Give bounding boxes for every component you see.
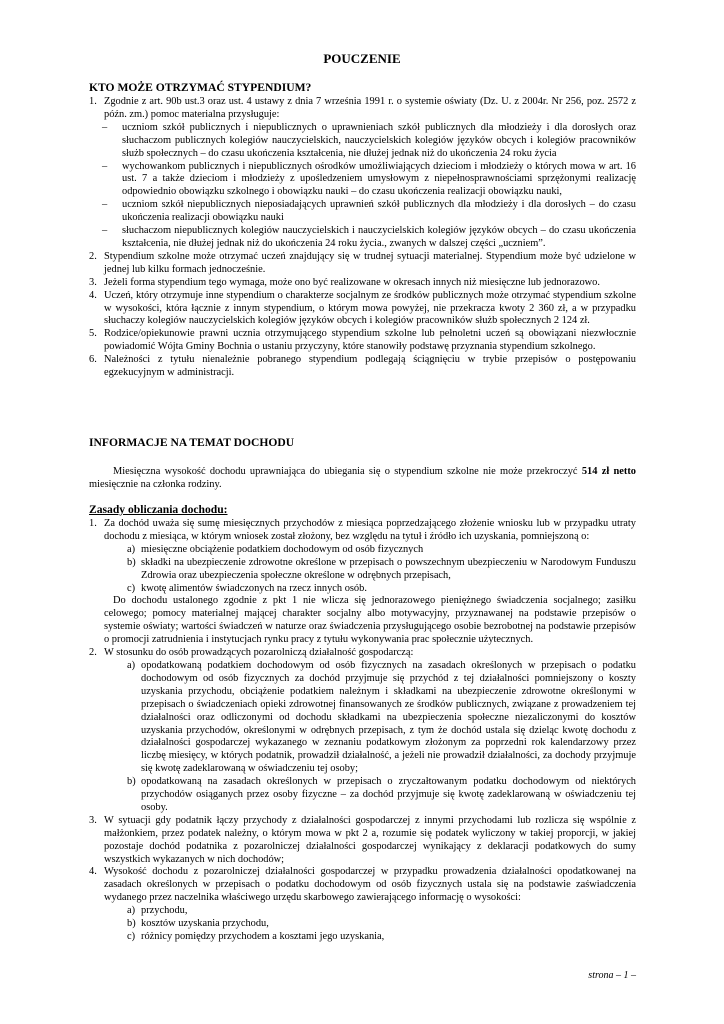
item-number: 4. [89, 866, 97, 878]
sub-item [89, 918, 636, 931]
sub-marker: c) [127, 582, 136, 594]
list-item [89, 290, 636, 329]
income-limit-paragraph [89, 466, 636, 492]
sub-text: przychodu, [141, 905, 188, 917]
item-text: Uczeń, który otrzymuje inne stypendium o charakterze socjalnym ze środków publicznych może otrzymać stypendium szkolne w wysokości, która łącznie z innym stypendium, o którym mowa powyżej, nie przekracza kwoty 2 360 zł, a w przypadku słuchaczy kolegiów nauczycielskich kolegiów języków obcych i kolegiów pracowników służb społecznych 2 124 zł. [104, 289, 636, 327]
sub-text: opodatkowaną podatkiem dochodowym od osób fizycznych na zasadach określonych w przepisach o podatku dochodowym od osób fizycznych za dochód przyjmuje się przychód z tej działalności pomniejszony o koszty uzyskania przychodu, obciążenie podatkiem należnym i składkami na ubezpieczenie zdrowotne określonymi w przepisach o świadczeniach opieki zdrowotnej finansowanych ze środków publicznych, związane z prowadzeniem tej działalności oraz odliczonymi od dochodu składkami na ubezpieczenia społeczne niezaliczonymi do kosztów uzyskania przychodów, określonymi w odrębnych przepisach, z tym że dochód ustala się dzieląc kwotę dochodu z działalności gospodarczej wykazanego w zeznaniu podatkowym złożonym za poprzedni rok kalendarzowy przez liczbę miesięcy, w których podatnik, prowadził działalność, a jeżeli nie prowadził działalności, za dochody przyjmuje się kwotę zadeklarowaną w oświadczeniu tej osoby; [141, 659, 636, 775]
sub-text: różnicy pomiędzy przychodem a kosztami jego uzyskania, [141, 931, 385, 942]
section-heading-income-info: INFORMACJE NA TEMAT DOCHODU [89, 436, 295, 449]
item-text: Zgodnie z art. 90b ust.3 oraz ust. 4 ustawy z dnia 7 września 1991 r. o systemie oświaty (Dz. U. z 2004r. Nr 256, poz. 2572 z późn. zm.) pomoc materialna przysługuje: [104, 96, 636, 120]
income-limit-value: 514 zł netto [581, 466, 636, 477]
section-calc-list [89, 518, 636, 944]
list-item [89, 251, 636, 277]
income-text: miesięcznie na członka rodziny. [89, 478, 222, 490]
item-number: 2. [89, 647, 97, 659]
page-number-footer: strona – 1 – [588, 970, 636, 981]
dash-marker: – [102, 225, 108, 237]
sub-text: kwotę alimentów świadczonych na rzecz innych osób. [141, 582, 367, 594]
dash-item [89, 199, 636, 225]
item-text: W stosunku do osób prowadzących pozarolniczą działalność gospodarczą: [104, 647, 414, 659]
dash-marker: – [102, 160, 108, 172]
list-item [89, 96, 636, 122]
list-item [89, 277, 636, 290]
item-text: Stypendium szkolne może otrzymać uczeń znajdujący się w trudnej sytuacji materialnej. Stypendium może być udzielone w jednej lub kilku formach jednocześnie. [104, 250, 636, 275]
dash-item [89, 122, 636, 161]
sub-marker: b) [127, 556, 136, 568]
dash-marker: – [102, 121, 108, 133]
section-heading-who: KTO MOŻE OTRZYMAĆ STYPENDIUM? [89, 81, 312, 94]
list-item [89, 328, 636, 354]
item-number: 5. [89, 328, 97, 340]
dash-marker: – [102, 199, 108, 211]
income-text: Miesięczna wysokość dochodu uprawniająca do ubiegania się o stypendium szkolne nie może przekroczyć [113, 466, 582, 477]
item-text: Rodzice/opiekunowie prawni ucznia otrzymującego stypendium szkolne lub pełnoletni uczeń są obowiązani niezwłocznie powiadomić Wójta Gminy Bochnia o ustaniu przyczyny, które stanowiły podstawę przyznania stypendium szkolnego. [104, 328, 636, 353]
sub-item [89, 583, 636, 596]
item-number: 2. [89, 250, 97, 262]
sub-marker: b) [127, 776, 136, 788]
sub-text: opodatkowaną na zasadach określonych w przepisach o zryczałtowanym podatku dochodowym od niektórych przychodów osiąganych przez osoby fizyczne – za dochód przyjmuje się kwotę zadeklarowaną w oświadczeniu tej osoby. [141, 776, 636, 813]
list-item [89, 647, 636, 660]
item-number: 3. [89, 814, 97, 826]
sub-item [89, 905, 636, 918]
item-number: 4. [89, 289, 97, 301]
sub-item [89, 557, 636, 583]
item-text: Jeżeli forma stypendium tego wymaga, może ono być realizowane w okresach innych niż miesięczne lub jednorazowo. [104, 276, 600, 288]
list-item [89, 518, 636, 544]
sub-text: składki na ubezpieczenie zdrowotne określone w przepisach o powszechnym ubezpieczeniu w Narodowym Funduszu Zdrowia oraz ubezpieczenia społeczne określone w odrębnych przepisach, [141, 556, 636, 581]
item-number: 3. [89, 276, 97, 288]
item-text: Wysokość dochodu z pozarolniczej działalności gospodarczej w przypadku prowadzenia działalności opodatkowanej na zasadach określonych w przepisach o podatku dochodowym od osób fizycznych ustala się na podstawie zaświadczenia wydanego przez naczelnika właściwego urzędu skarbowego zawierającego informację o wysokości: [104, 866, 636, 904]
list-item [89, 866, 636, 905]
section-who-list [89, 96, 636, 380]
dash-text: uczniom szkół niepublicznych nieposiadających uprawnień szkół publicznych dla młodzieży i dla dorosłych – do czasu ukończenia realizacji obowiązku nauki [122, 199, 636, 224]
sub-marker: a) [127, 905, 136, 917]
dash-text: uczniom szkół publicznych i niepublicznych o uprawnieniach szkół publicznych dla młodzieży i dla dorosłych oraz słuchaczom publicznych kolegiów nauczycielskich, nauczycielskich kolegiów języków obcych i kolegiów pracowników służb społecznych – do czasu ukończenia kształcenia, nie dłużej jednak niż do ukończenia 24 roku życia [122, 121, 636, 159]
dash-text: wychowankom publicznych i niepublicznych ośrodków umożliwiających dzieciom i młodzieży o których mowa w art. 16 ust. 7 a także dzieciom i młodzieży z upośledzeniem umysłowym z niepełnosprawnościami sprzężonymi realizację odpowiednio obowiązku szkolnego i obowiązku nauki – do czasu ukończenia realizacji obowiązku nauki, [122, 160, 636, 198]
item-text: Należności z tytułu nienależnie pobranego stypendium podlegają ściągnięciu w trybie przepisów o postępowaniu egzekucyjnym w administracji. [104, 354, 636, 379]
dash-item [89, 225, 636, 251]
item-number: 1. [89, 518, 97, 529]
list-item [89, 815, 636, 867]
sub-marker: c) [127, 931, 136, 942]
page-title: POUCZENIE [323, 51, 401, 66]
exclusions-paragraph: Do dochodu ustalonego zgodnie z pkt 1 nie wlicza się jednorazowego pieniężnego świadczenia socjalnego; zasiłku celowego; pomocy materialnej mającej charakter socjalny albo motywacyjny, przyznawanej na podstawie przepisów o systemie oświaty; wartości świadczeń w naturze oraz świadczenia przysługującego osobie bezrobotnej na podstawie przepisów o promocji zatrudnienia i instytucjach rynku pracy z tytułu wykonywania prac społecznie użytecznych. [104, 595, 636, 646]
dash-item [89, 161, 636, 200]
sub-item [89, 931, 636, 944]
sub-item [89, 660, 636, 776]
section-heading-calc-rules: Zasady obliczania dochodu: [89, 503, 228, 516]
sub-text: miesięczne obciążenie podatkiem dochodowym od osób fizycznych [141, 543, 424, 555]
sub-item [89, 776, 636, 815]
item-text: Za dochód uważa się sumę miesięcznych przychodów z miesiąca poprzedzającego złożenie wniosku lub w przypadku utraty dochodu z miesiąca, w którym wniosek został złożony, bez względu na tytuł i źródło ich uzyskania, pomniejszoną o: [104, 518, 636, 542]
sub-marker: b) [127, 918, 136, 930]
sub-item [89, 544, 636, 557]
list-item [89, 354, 636, 380]
dash-text: słuchaczom niepublicznych kolegiów nauczycielskich i nauczycielskich kolegiów języków obcych – do czasu ukończenia kształcenia, nie dłużej jednak niż do ukończenia 24 roku życia., zwanych w dalszej części „uczniem”. [122, 225, 636, 249]
item-number: 6. [89, 354, 97, 366]
sub-marker: a) [127, 659, 136, 671]
item-text: W sytuacji gdy podatnik łączy przychody z działalności gospodarczej z innymi przychodami lub rozlicza się wspólnie z małżonkiem, przez podatek należny, o którym mowa w pkt 2 a, rozumie się podatek wyliczony w takiej proporcji, w jakiej pozostaje dochód podatnika z pozarolniczej działalności gospodarczej wynikający z deklaracji podatkowych do sumy wszystkich wykazanych w nich dochodów; [104, 814, 636, 865]
sub-text: kosztów uzyskania przychodu, [141, 918, 269, 930]
item-number: 1. [89, 96, 97, 107]
sub-marker: a) [127, 543, 136, 555]
